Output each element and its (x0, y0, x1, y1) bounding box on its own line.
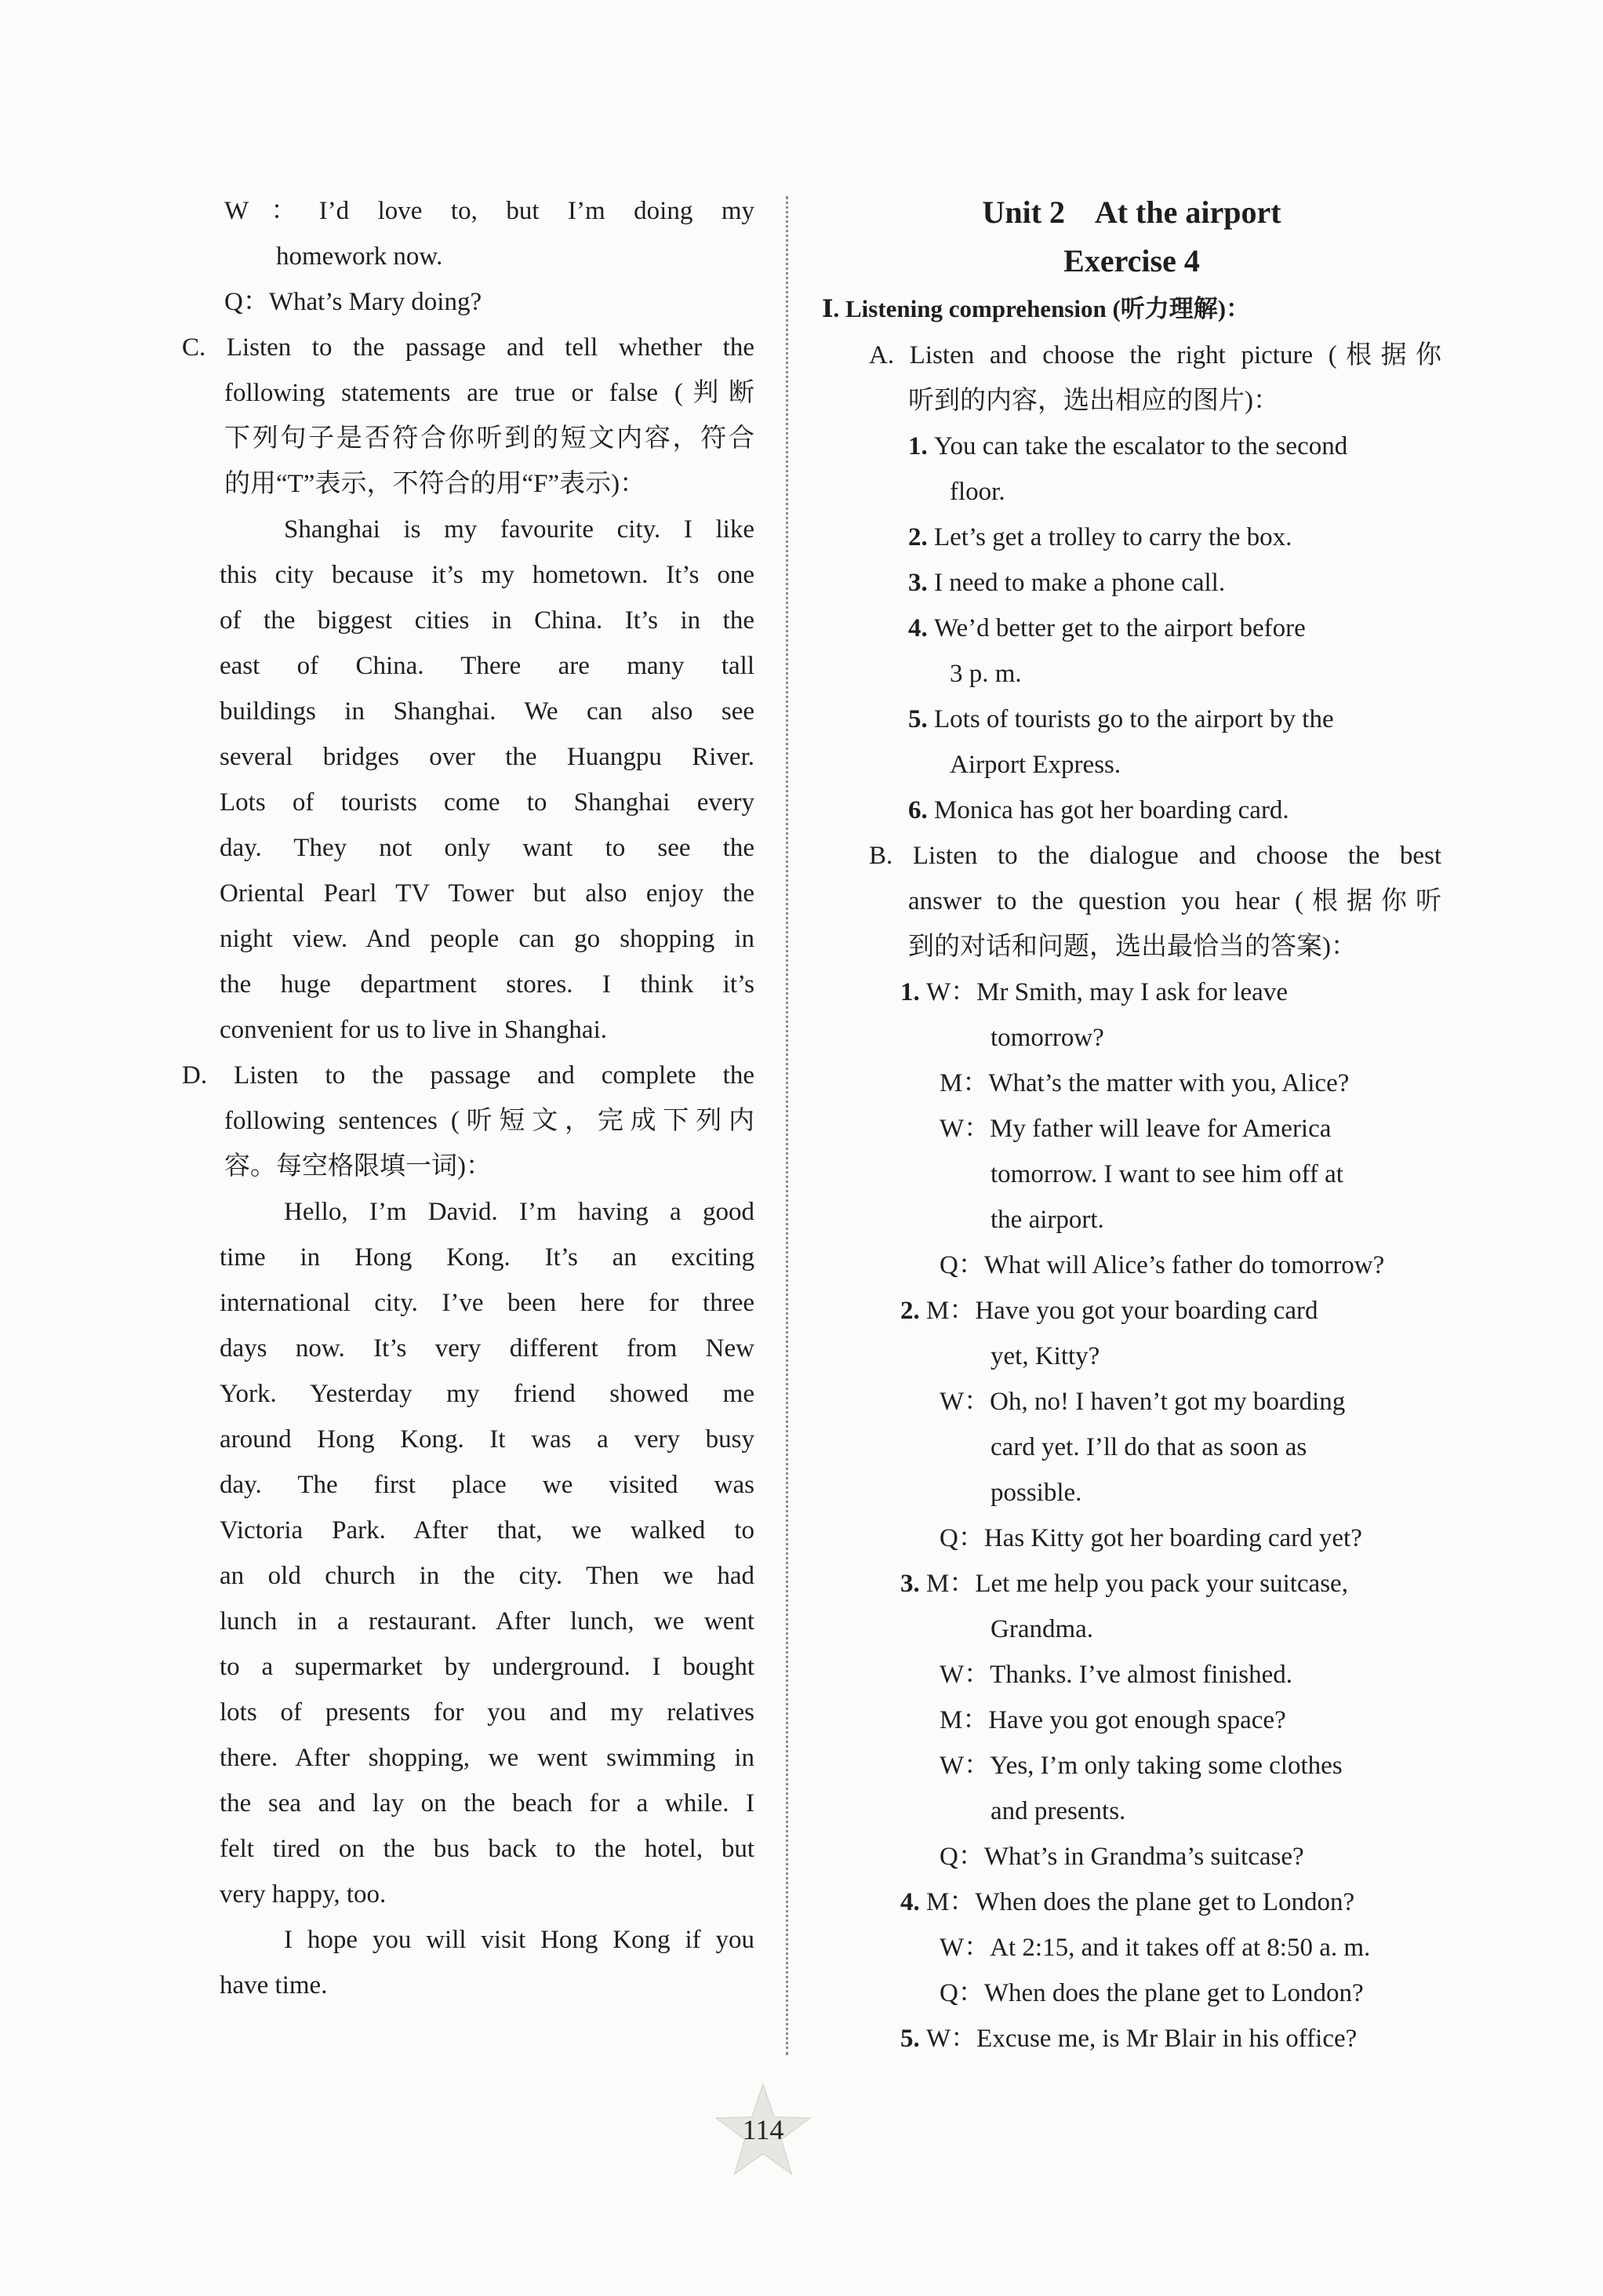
passage-line: around Hong Kong. It was a very busy (220, 1425, 754, 1454)
dialogue-text: Has Kitty got her boarding card yet? (983, 1524, 1362, 1552)
speaker-label: Q： (940, 1251, 984, 1279)
passage-line: convenient for us to live in Shanghai. (220, 1016, 607, 1044)
passage-line: Shanghai is my favourite city. I like (284, 515, 754, 544)
item-number: 2. (908, 523, 934, 551)
dialogue-text-continued: and presents. (991, 1797, 1126, 1825)
dialogue-line: homework now. (276, 242, 443, 271)
passage-line: I hope you will visit Hong Kong if you (284, 1926, 754, 1954)
item-number: 3. (900, 1570, 926, 1598)
section-a-instruction: A. Listen and choose the right picture (根据你 (869, 341, 1441, 369)
speaker-label: W： (940, 1934, 991, 1962)
speaker-label: W： (940, 1115, 991, 1143)
item-text: Monica has got her boarding card. (934, 796, 1289, 824)
passage-line: lots of presents for you and my relatives (220, 1698, 754, 1727)
dialogue-text-continued: the airport. (991, 1206, 1104, 1234)
passage-line: east of China. There are many tall (220, 652, 754, 680)
passage-line: lunch in a restaurant. After lunch, we went (220, 1607, 754, 1636)
dialogue-text-continued: card yet. I’ll do that as soon as (991, 1433, 1307, 1461)
section-b (822, 833, 1441, 2061)
item-text: Let’s get a trolley to carry the box. (934, 523, 1292, 551)
unit-title: Unit 2 At the airport (982, 195, 1281, 230)
speaker-label: M： (926, 1297, 976, 1325)
dialogue-line (822, 1697, 1441, 1743)
section-a-instruction: 听到的内容，选出相应的图片)： (908, 387, 1279, 415)
item-text-continued: 3 p. m. (950, 660, 1022, 688)
section-c-instruction: 的用“T”表示，不符合的用“F”表示)： (224, 470, 646, 498)
passage-line: there. After shopping, we went swimming in (220, 1744, 754, 1772)
item-number: 4. (900, 1888, 926, 1916)
passage-line: very happy, too. (220, 1880, 387, 1908)
dialogue-line (822, 1379, 1441, 1425)
dialogue-text: What’s in Grandma’s suitcase? (983, 1843, 1304, 1871)
column-divider (786, 196, 788, 2055)
speaker-label: M： (926, 1570, 976, 1598)
dialogue-line (822, 1561, 1441, 1606)
passage-line: have time. (220, 1971, 328, 1999)
speaker-label: W： (926, 2025, 977, 2053)
section-c (174, 325, 754, 1053)
section-b-instruction: 到的对话和问题，选出最恰当的答案)： (908, 933, 1357, 961)
dialogue-text: Oh, no! I haven’t got my boarding (990, 1388, 1346, 1416)
item-text: You can take the escalator to the second (934, 432, 1348, 460)
dialogue-text: Thanks. I’ve almost finished. (990, 1661, 1292, 1689)
item-number: 3. (908, 569, 934, 597)
passage-line: felt tired on the bus back to the hotel, but (220, 1835, 754, 1863)
right-column (822, 188, 1441, 2061)
speaker-label: W： (940, 1388, 991, 1416)
passage-line: York. Yesterday my friend showed me (220, 1380, 754, 1408)
dialogue-text: Excuse me, is Mr Blair in his office? (976, 2025, 1358, 2053)
passage-line: buildings in Shanghai. We can also see (220, 697, 754, 726)
passage-line: Hello, I’m David. I’m having a good (284, 1198, 754, 1226)
list-item (822, 788, 1441, 833)
passage-line: time in Hong Kong. It’s an exciting (220, 1243, 754, 1272)
dialogue-text: Mr Smith, may I ask for leave (976, 978, 1288, 1006)
item-number: 6. (908, 796, 934, 824)
passage-line: Oriental Pearl TV Tower but also enjoy the (220, 879, 754, 908)
dialogue-text: Have you got enough space? (988, 1706, 1286, 1734)
item-number: 1. (908, 432, 934, 460)
page-number: 114 (742, 2114, 784, 2145)
list-item (822, 560, 1441, 606)
item-text: Lots of tourists go to the airport by the (934, 705, 1334, 733)
passage-line: night view. And people can go shopping in (220, 925, 754, 953)
section-c-instruction: C. Listen to the passage and tell whether the (182, 333, 754, 362)
item-text: We’d better get to the airport before (934, 614, 1306, 642)
item-number: 4. (908, 614, 934, 642)
dialogue-line: Q：What’s Mary doing? (224, 288, 482, 316)
dialogue-text-continued: Grandma. (991, 1615, 1094, 1643)
dialogue-text-continued: tomorrow? (991, 1024, 1104, 1052)
item-number: 5. (900, 2025, 926, 2053)
dialogue-line (822, 1743, 1441, 1788)
item-text: I need to make a phone call. (934, 569, 1226, 597)
section-c-instruction: following statements are true or false (判断 (224, 379, 754, 407)
list-item (822, 424, 1441, 469)
dialogue-line (822, 2016, 1441, 2061)
list-item (822, 606, 1441, 651)
dialogue-text: Let me help you pack your suitcase, (975, 1570, 1348, 1598)
speaker-label: Q： (940, 1979, 984, 2007)
passage-line: international city. I’ve been here for three (220, 1289, 754, 1317)
section-d-instruction: following sentences (听短文，完成下列内 (224, 1107, 754, 1135)
dialogue-line (822, 1288, 1441, 1334)
section-d (174, 1053, 754, 2008)
section-a-items (822, 424, 1441, 833)
passage-line: Lots of tourists come to Shanghai every (220, 788, 754, 817)
section-b-instruction: B. Listen to the dialogue and choose the best (869, 842, 1441, 870)
speaker-label: W： (926, 978, 977, 1006)
dialogue-line (822, 1834, 1441, 1879)
speaker-label: Q： (940, 1843, 984, 1871)
item-text-continued: floor. (950, 478, 1005, 506)
dialogue-text-continued: yet, Kitty? (991, 1342, 1100, 1370)
exercise-title: Exercise 4 (1063, 243, 1200, 278)
section-d-passage (174, 1189, 754, 2008)
passage-line: the huge department stores. I think it’s (220, 970, 754, 999)
speaker-label: W： (940, 1752, 991, 1780)
speaker-label: M： (926, 1888, 976, 1916)
passage-line: day. They not only want to see the (220, 834, 754, 862)
dialogue-text: When does the plane get to London? (975, 1888, 1355, 1916)
speaker-label: M： (940, 1706, 989, 1734)
passage-line: days now. It’s very different from New (220, 1334, 754, 1363)
dialogue-text: What’s the matter with you, Alice? (988, 1069, 1350, 1097)
list-item (822, 697, 1441, 742)
dialogue-line (822, 1516, 1441, 1561)
speaker-label: Q： (940, 1524, 984, 1552)
dialogue-text: My father will leave for America (990, 1115, 1332, 1143)
dialogue-line (822, 1652, 1441, 1697)
list-item (822, 515, 1441, 560)
dialogue-fragment (174, 188, 754, 325)
speaker-label: M： (940, 1069, 989, 1097)
item-number: 2. (900, 1297, 926, 1325)
dialogue-line (822, 1106, 1441, 1152)
part-heading: Ⅰ. Listening comprehension (听力理解)： (822, 295, 1251, 322)
passage-line: to a supermarket by underground. I bought (220, 1653, 754, 1681)
section-c-passage (174, 507, 754, 1053)
dialogue-line (822, 1879, 1441, 1925)
item-number: 5. (908, 705, 934, 733)
passage-line: day. The first place we visited was (220, 1471, 754, 1499)
dialogue-text-continued: tomorrow. I want to see him off at (991, 1160, 1343, 1188)
section-d-instruction: 容。每空格限填一词)： (224, 1152, 492, 1181)
dialogue-line: W：I’d love to, but I’m doing my (224, 197, 754, 225)
dialogue-line (822, 1925, 1441, 1970)
passage-line: several bridges over the Huangpu River. (220, 743, 754, 771)
dialogue-line (822, 1970, 1441, 2016)
passage-line: Victoria Park. After that, we walked to (220, 1516, 754, 1545)
dialogue-text: What will Alice’s father do tomorrow? (983, 1251, 1385, 1279)
left-column (174, 188, 754, 2008)
dialogue-text: At 2:15, and it takes off at 8:50 a. m. (990, 1934, 1371, 1962)
section-c-instruction: 下列句子是否符合你听到的短文内容，符合 (224, 424, 754, 453)
section-a (822, 333, 1441, 833)
passage-line: of the biggest cities in China. It’s in the (220, 606, 754, 635)
dialogue-text-continued: possible. (991, 1479, 1082, 1507)
dialogue-line (822, 1061, 1441, 1106)
section-b-dialogues (822, 970, 1441, 2061)
passage-line: the sea and lay on the beach for a while. I (220, 1789, 754, 1818)
passage-line: this city because it’s my hometown. It’s one (220, 561, 754, 589)
dialogue-text: Yes, I’m only taking some clothes (990, 1752, 1343, 1780)
dialogue-line (822, 970, 1441, 1015)
dialogue-line (822, 1243, 1441, 1288)
item-number: 1. (900, 978, 926, 1006)
section-d-instruction: D. Listen to the passage and complete the (182, 1061, 754, 1090)
dialogue-text: Have you got your boarding card (975, 1297, 1318, 1325)
section-b-instruction: answer to the question you hear (根据你听 (908, 887, 1441, 915)
speaker-label: W： (940, 1661, 991, 1689)
item-text-continued: Airport Express. (950, 751, 1121, 779)
dialogue-text: When does the plane get to London? (983, 1979, 1364, 2007)
passage-line: an old church in the city. Then we had (220, 1562, 754, 1590)
